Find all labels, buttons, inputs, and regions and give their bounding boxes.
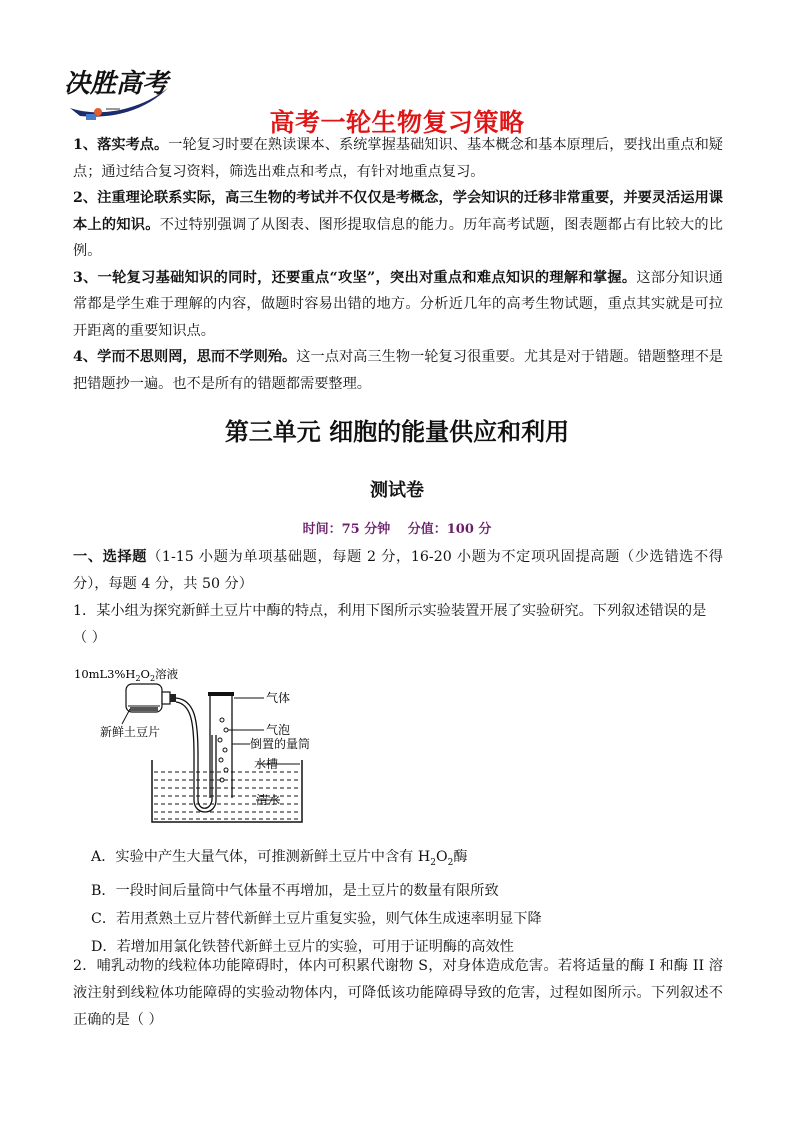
section-heading	[73, 544, 723, 598]
options-list	[91, 843, 721, 961]
question-stem: 1．某小组为探究新鲜土豆片中酶的特点，利用下图所示实验装置开展了实验研究。下列叙述错误的是	[73, 603, 707, 619]
answer-blank: （ ）	[73, 630, 106, 646]
question-stem: 2．哺乳动物的线粒体功能障碍时，体内可积累代谢物 S，对身体造成危害。若将适量的酶 I 和酶 II 溶液注射到线粒体功能障碍的实验动物体内，可降低该功能障碍导致的危害，过程如图所示。下列叙述不正确的是（ ）	[73, 958, 723, 1028]
strategy-body: 不过特别强调了从图表、图形提取信息的能力。历年高考试题，图表题都占有比较大的比例。	[73, 216, 723, 259]
option-a[interactable]: A．实验中产生大量气体，可推测新鲜土豆片中含有 $H_2O_2$酶	[91, 849, 468, 868]
option-c[interactable]: C．若用煮熟土豆片替代新鲜土豆片重复实验，则气体生成速率明显下降	[91, 910, 542, 927]
question-1	[73, 598, 723, 652]
cylinder-label: 倒置的量筒	[250, 737, 311, 751]
experiment-diagram	[70, 660, 370, 835]
paper-subtitle: 测试卷	[370, 480, 424, 501]
option-b[interactable]: B．一段时间后量筒中气体量不再增加，是土豆片的数量有限所致	[91, 882, 499, 899]
strategy-lead: 2、注重理论联系实际，高三生物的考试并不仅仅是考概念，学会知识的迁移非常重要，并要灵活运用课本上的知识。	[73, 190, 723, 233]
strategy-item	[73, 265, 723, 345]
bottle-icon	[126, 684, 176, 712]
time-score-line: 时间：75 分钟 分值：100 分	[302, 522, 492, 537]
strategy-body: 这部分知识通常都是学生难于理解的内容，做题时容易出错的地方。分析近几年的高考生物试题，重点其实就是可拉开距离的重要知识点。	[73, 269, 723, 339]
water-label: 清水	[256, 793, 281, 807]
strategy-item	[73, 132, 723, 185]
strategy-lead: 1、落实考点。	[73, 137, 169, 153]
leader-line	[122, 709, 130, 724]
bubble-label: 气泡	[266, 723, 291, 737]
tank-label: 水槽	[254, 757, 279, 771]
logo-text: 决胜高考	[64, 69, 169, 99]
solution-label: $10mL3\%H_2O_2$溶液	[74, 667, 179, 683]
section-desc: （1-15 小题为单项基础题，每题 2 分，16-20 小题为不定项巩固提高题（少选错选不得分），每题 4 分，共 50 分）	[73, 549, 723, 592]
strategy-body: 这一点对高三生物一轮复习很重要。尤其是对于错题。错题整理不是把错题抄一遍。也不是所有的错题都需要整理。	[73, 349, 723, 392]
strategy-item	[73, 344, 723, 397]
strategy-list	[73, 132, 723, 397]
page-title: 高考一轮生物复习策略	[269, 108, 525, 137]
potato-label: 新鲜土豆片	[100, 725, 161, 739]
question-2	[73, 953, 723, 1034]
gas-label: 气体	[266, 691, 291, 705]
strategy-body: 一轮复习时要在熟读课本、系统掌握基础知识、基本概念和基本原理后，要找出重点和疑点；通过结合复习资料，筛选出难点和考点，有针对地重点复习。	[73, 137, 723, 180]
section-title: 一、选择题	[73, 549, 148, 565]
strategy-item	[73, 185, 723, 265]
option-d[interactable]: D．若增加用氯化铁替代新鲜土豆片的实验，可用于证明酶的高效性	[91, 938, 514, 955]
water-tank-icon	[152, 760, 302, 822]
strategy-lead: 4、学而不思则罔，思而不学则殆。	[73, 349, 297, 365]
strategy-lead: 3、一轮复习基础知识的同时，还要重点“攻坚”，突出对重点和难点知识的理解和掌握。	[73, 269, 637, 286]
unit-title: 第三单元 细胞的能量供应和利用	[224, 418, 570, 446]
